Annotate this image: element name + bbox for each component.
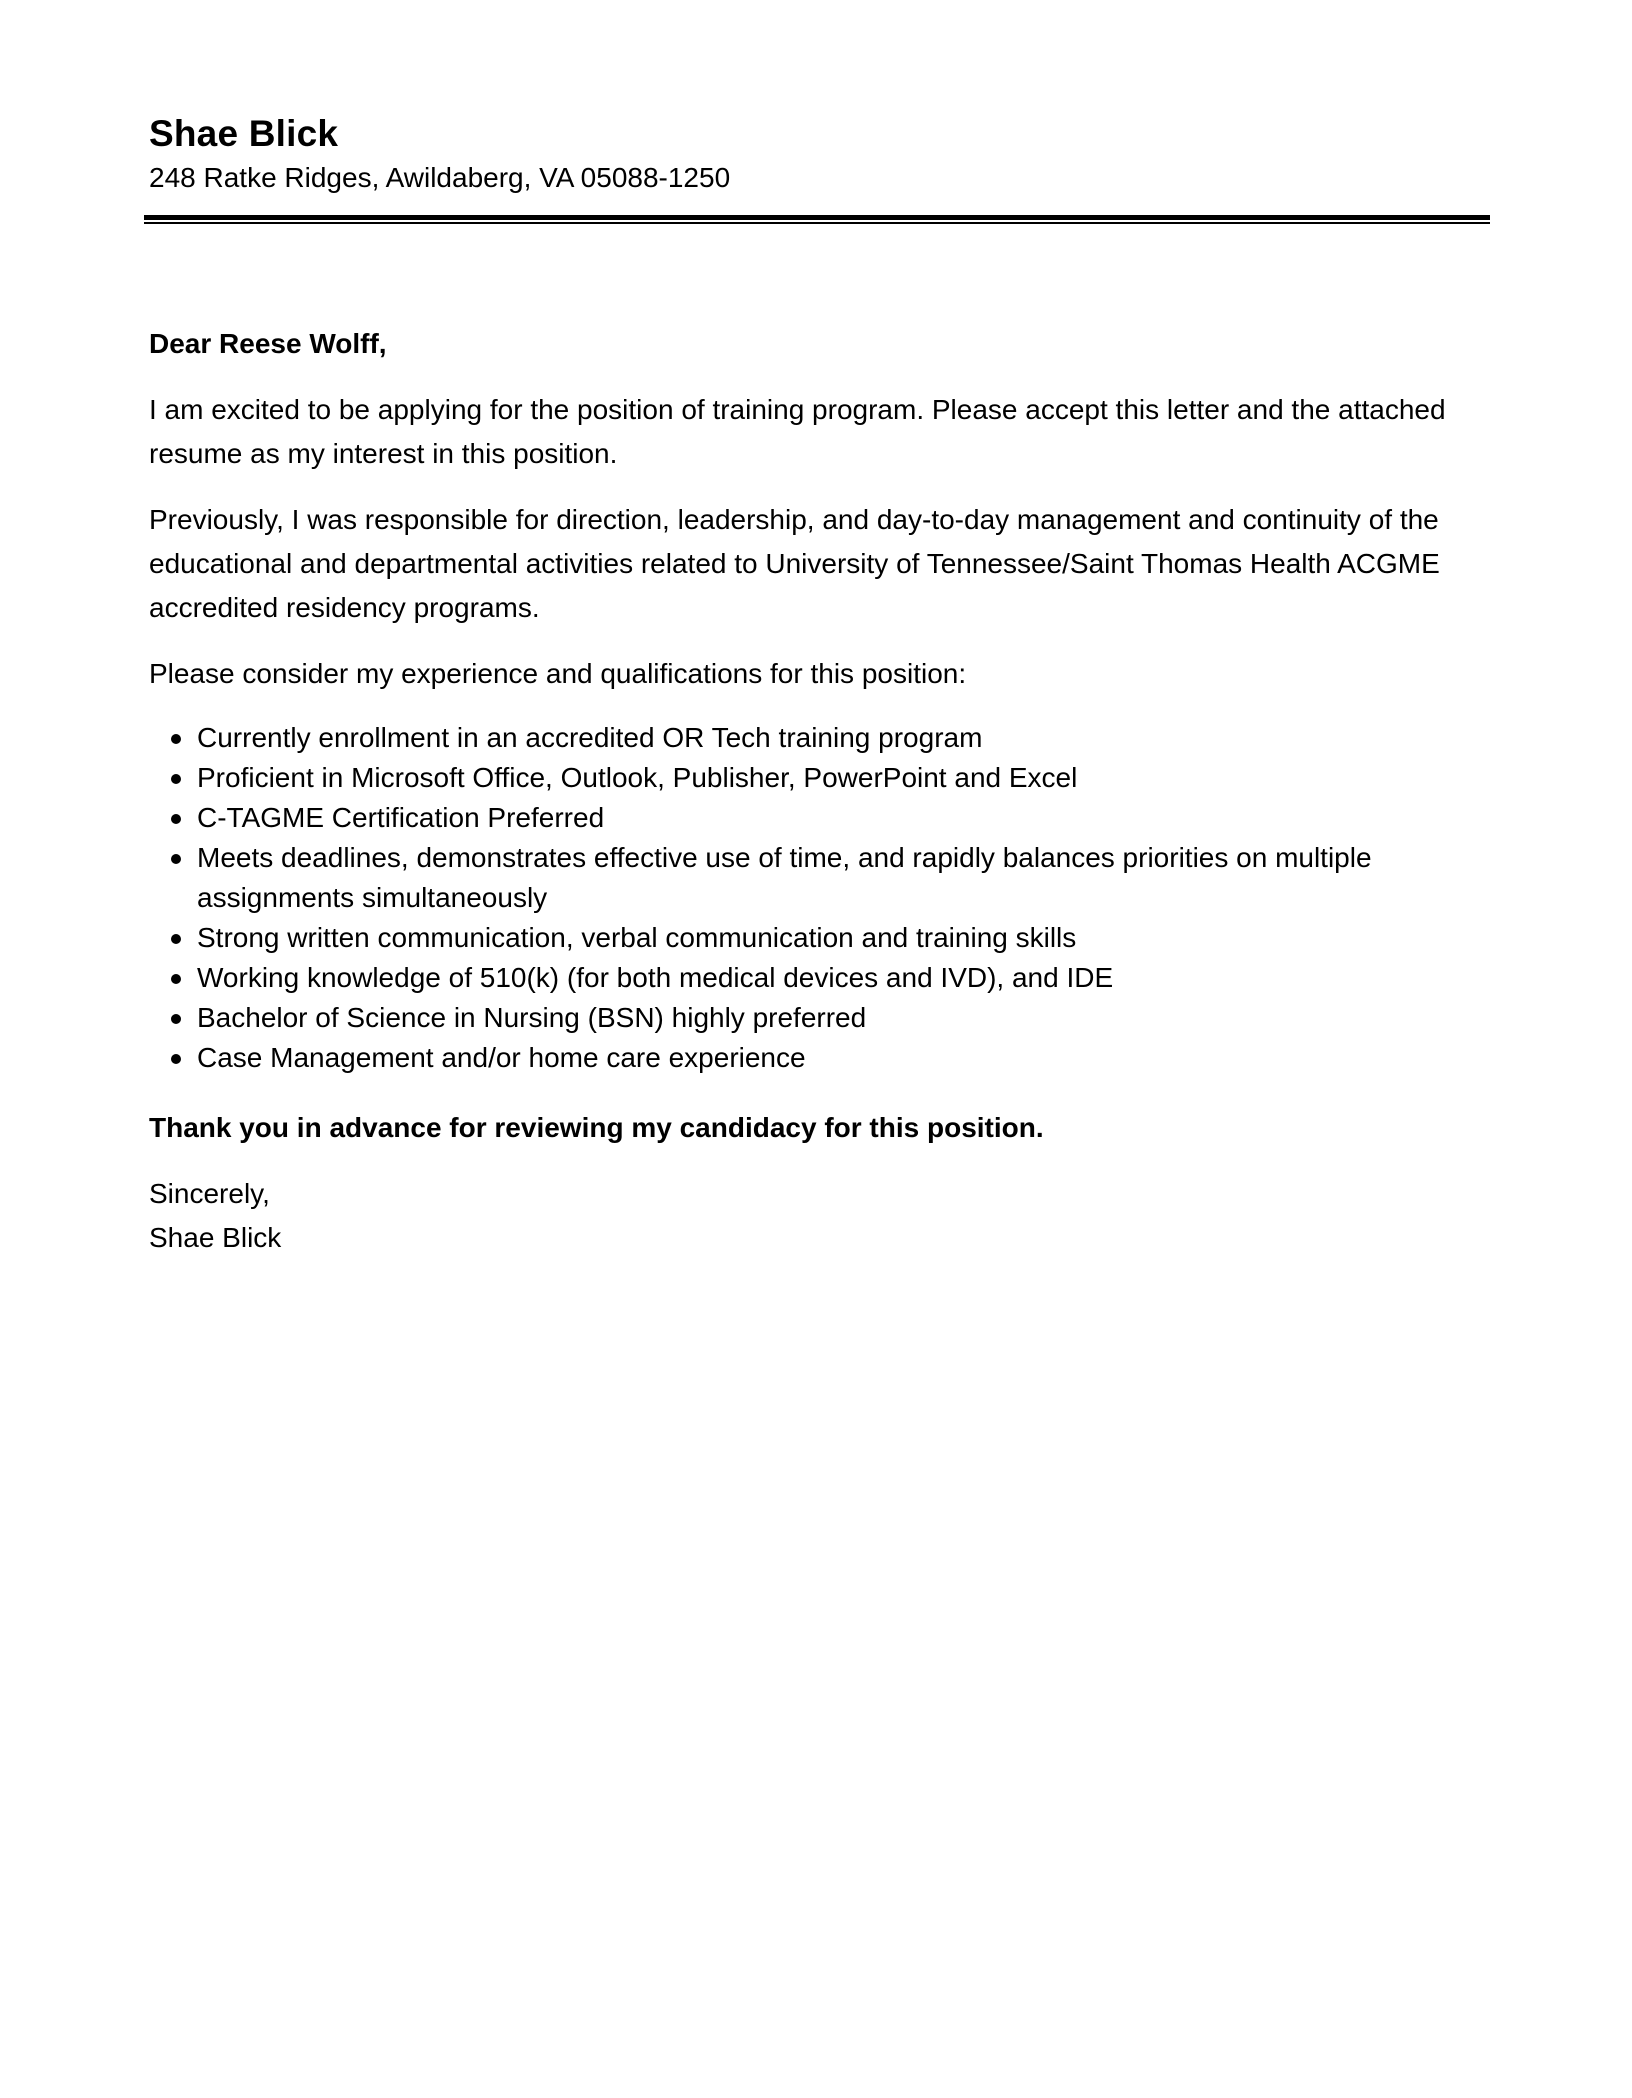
qualifications-intro: Please consider my experience and qualifications for this position: — [149, 658, 967, 689]
bullet-icon — [171, 934, 181, 944]
letter-header — [149, 110, 1489, 198]
list-item — [149, 918, 1489, 958]
list-item-text: Bachelor of Science in Nursing (BSN) highly preferred — [197, 1002, 867, 1033]
sender-name: Shae Blick — [149, 113, 339, 154]
list-item — [149, 958, 1489, 998]
signature-name: Shae Blick — [149, 1222, 282, 1253]
header-divider-thin — [144, 222, 1490, 224]
list-item — [149, 1038, 1489, 1078]
bullet-icon — [171, 1014, 181, 1024]
list-item — [149, 758, 1489, 798]
list-item-text: Working knowledge of 510(k) (for both medical devices and IVD), and IDE — [197, 962, 1114, 993]
list-item-text: Meets deadlines, demonstrates effective use of time, and rapidly balances priorities on multiple assignments simultaneously — [197, 842, 1372, 913]
list-item-text: Strong written communication, verbal communication and training skills — [197, 922, 1077, 953]
bullet-icon — [171, 814, 181, 824]
bullet-icon — [171, 854, 181, 864]
list-item-text: C-TAGME Certification Preferred — [197, 802, 605, 833]
list-item-text: Currently enrollment in an accredited OR Tech training program — [197, 722, 983, 753]
salutation: Dear Reese Wolff, — [149, 328, 387, 359]
list-item — [149, 998, 1489, 1038]
bullet-icon — [171, 774, 181, 784]
list-item-text: Proficient in Microsoft Office, Outlook, Publisher, PowerPoint and Excel — [197, 762, 1078, 793]
list-item — [149, 718, 1489, 758]
closing-statement: Thank you in advance for reviewing my candidacy for this position. — [149, 1112, 1044, 1143]
letter-body — [149, 322, 1489, 1260]
bullet-icon — [171, 974, 181, 984]
list-item — [149, 838, 1489, 918]
sender-address: 248 Ratke Ridges, Awildaberg, VA 05088-1250 — [149, 162, 731, 193]
bullet-icon — [171, 734, 181, 744]
bullet-icon — [171, 1054, 181, 1064]
signoff: Sincerely, — [149, 1178, 270, 1209]
list-item-text: Case Management and/or home care experience — [197, 1042, 806, 1073]
header-divider-thick — [144, 215, 1490, 220]
qualifications-list — [149, 718, 1489, 1078]
intro-paragraph: I am excited to be applying for the position of training program. Please accept this letter and the attached resume as my interest in this position. — [149, 394, 1446, 469]
list-item — [149, 798, 1489, 838]
experience-paragraph: Previously, I was responsible for direction, leadership, and day-to-day management and continuity of the educational and departmental activities related to University of Tennessee/Saint Thomas Health ACGME accredited residency programs. — [149, 504, 1440, 623]
